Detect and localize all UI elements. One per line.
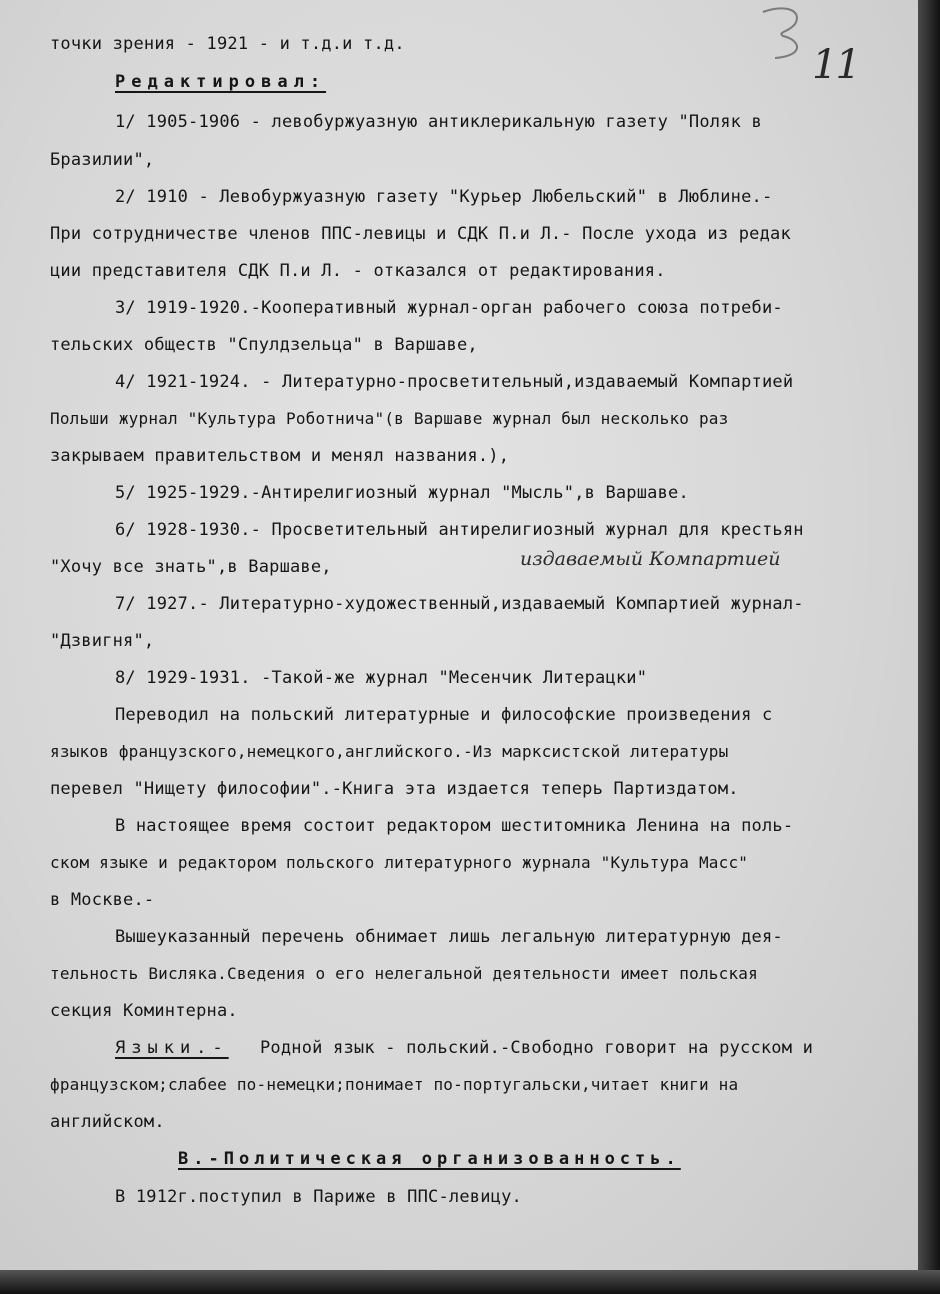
text-line-7: ции представителя СДК П.и Л. - отказался от редактирования. bbox=[50, 261, 666, 281]
text-line-9: тельских обществ "Спулдзельца" в Варшаве, bbox=[50, 335, 478, 355]
text-line-20: языков французского,немецкого,английского.-Из марксистской литературы bbox=[50, 742, 729, 761]
text-line-21: перевел "Нищету философии".-Книга эта издается теперь Партиздатом. bbox=[50, 779, 739, 799]
text-line-17: "Дзвигня", bbox=[50, 631, 155, 651]
text-line-1: точки зрения - 1921 - и т.д.и т.д. bbox=[50, 34, 405, 54]
text-line-24: в Москве.- bbox=[50, 890, 155, 910]
scan-right-edge bbox=[918, 0, 940, 1294]
text-line-29: французском;слабее по-немецки;понимает по-португальски,читает книги на bbox=[50, 1075, 739, 1094]
text-line-22: В настоящее время состоит редактором шеститомника Ленина на поль- bbox=[115, 816, 794, 836]
text-line-19: Переводил на польский литературные и философские произведения с bbox=[115, 705, 773, 725]
heading-political: В.-Политическая организованность. bbox=[178, 1149, 681, 1169]
text-line-18: 8/ 1929-1931. -Такой-же журнал "Месенчик Литерацки" bbox=[115, 668, 648, 688]
text-line-13: 5/ 1925-1929.-Антирелигиозный журнал "Мысль",в Варшаве. bbox=[115, 483, 689, 503]
handwritten-insert: издаваемый Компартией bbox=[520, 548, 781, 570]
scan-bottom-edge bbox=[0, 1270, 940, 1294]
heading-edited: Редактировал: bbox=[115, 72, 327, 92]
text-line-16: 7/ 1927.- Литературно-художественный,издаваемый Компартией журнал- bbox=[115, 594, 804, 614]
text-line-15: "Хочу все знать",в Варшаве, bbox=[50, 557, 332, 577]
text-line-12: закрываем правительством и менял названия.), bbox=[50, 446, 510, 466]
text-line-5: 2/ 1910 - Левобуржуазную газету "Курьер Любельский" в Люблине.- bbox=[115, 187, 773, 207]
text-line-27: секция Коминтерна. bbox=[50, 1001, 238, 1021]
text-line-28: Родной язык - польский.-Свободно говорит на русском и bbox=[260, 1038, 814, 1058]
text-line-10: 4/ 1921-1924. - Литературно-просветительный,издаваемый Компартией bbox=[115, 372, 794, 392]
text-line-25: Вышеуказанный перечень обнимает лишь легальную литературную дея- bbox=[115, 927, 783, 947]
text-line-6: При сотрудничестве членов ППС-левицы и СДК П.и Л.- После ухода из редак bbox=[50, 224, 791, 244]
text-line-32: В 1912г.поступил в Париже в ППС-левицу. bbox=[115, 1187, 522, 1207]
text-line-8: 3/ 1919-1920.-Кооперативный журнал-орган рабочего союза потреби- bbox=[115, 298, 783, 318]
text-line-11: Польши журнал "Культура Роботнича"(в Варшаве журнал был несколько раз bbox=[50, 409, 729, 428]
text-line-4: Бразилии", bbox=[50, 150, 155, 170]
text-line-14: 6/ 1928-1930.- Просветительный антирелигиозный журнал для крестьян bbox=[115, 520, 804, 540]
heading-languages: Языки.- bbox=[115, 1038, 229, 1058]
text-line-30: английском. bbox=[50, 1112, 165, 1132]
text-line-3: 1/ 1905-1906 - левобуржуазную антиклерикальную газету "Поляк в bbox=[115, 112, 762, 132]
text-line-26: тельность Висляка.Сведения о его нелегальной деятельности имеет польская bbox=[50, 964, 758, 983]
text-line-23: ском языке и редактором польского литературного журнала "Культура Масс" bbox=[50, 853, 749, 872]
page-number: 11 bbox=[812, 42, 859, 88]
